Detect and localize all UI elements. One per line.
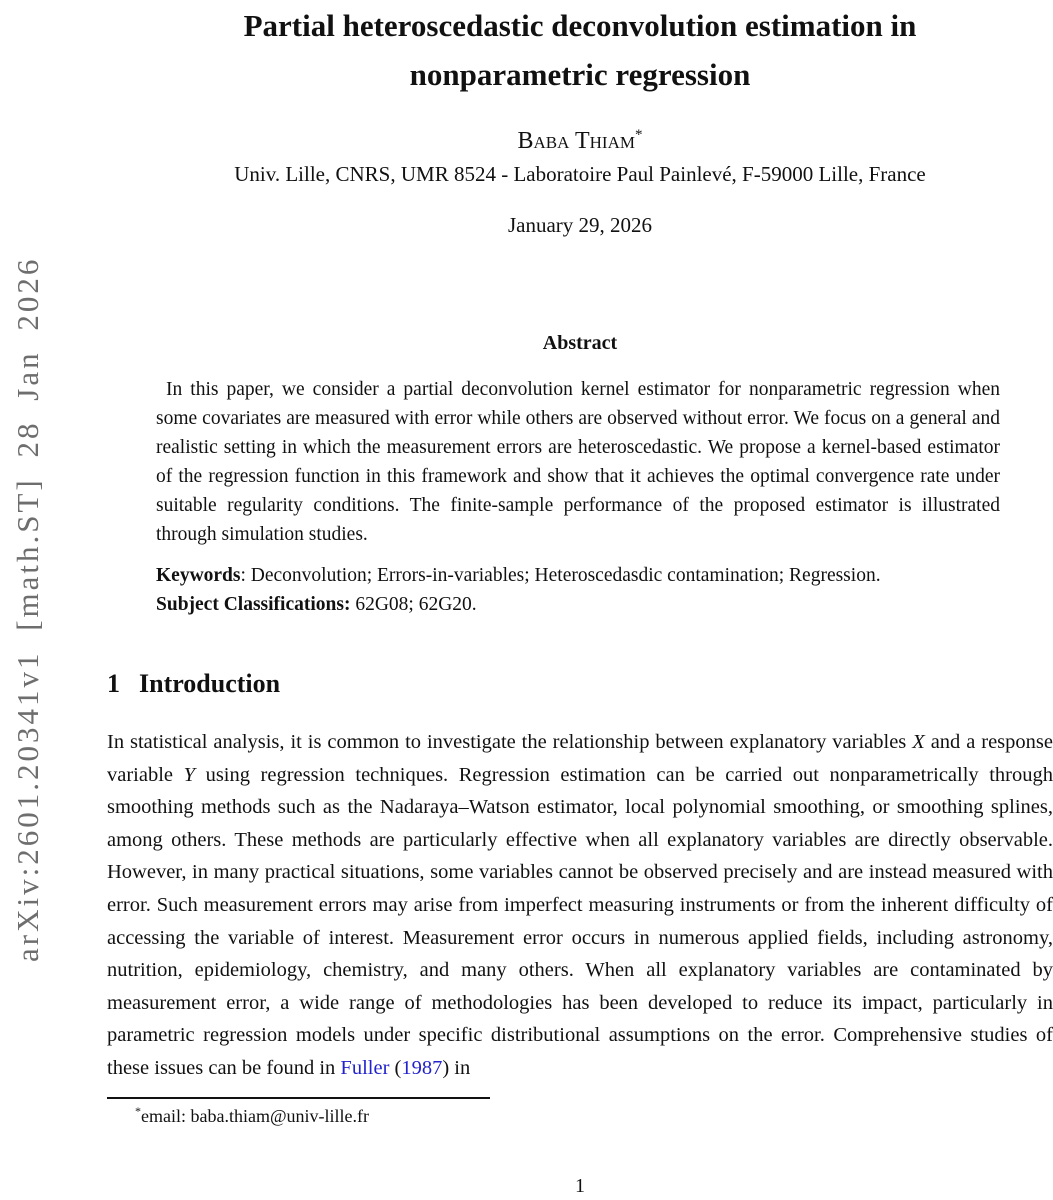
subject-text: 62G08; 62G20. [350,594,477,615]
paper-date: January 29, 2026 [507,213,653,237]
section-title: Introduction [139,669,281,698]
abstract-heading: Abstract [542,332,618,354]
paper-content [107,0,1053,1085]
paper-title-line2: nonparametric regression [409,57,751,92]
introduction-paragraph [107,726,1053,1085]
citation-link[interactable]: 1987 [401,1056,443,1079]
citation-link[interactable]: Fuller [340,1056,390,1079]
arxiv-watermark: arXiv:2601.20341v1 [math.ST] 28 Jan 2026 [10,256,45,962]
affiliation: Univ. Lille, CNRS, UMR 8524 - Laboratoire Paul Painlevé, F-59000 Lille, France [234,162,926,186]
subject-label: Subject Classifications: [156,594,351,615]
text-run: In statistical analysis, it is common to investigate the relationship between explanatory variables [107,731,913,753]
keywords-label: Keywords [156,565,241,586]
author-name: Baba Thiam [517,128,635,154]
paper-title-line1: Partial heteroscedastic deconvolution estimation in [243,8,917,43]
footnote-email [107,1104,1053,1127]
footnote-rule [107,1097,490,1099]
text-run: ) in [442,1056,471,1079]
author-footnote-mark: * [634,127,643,143]
page-number: 1 [575,1175,585,1197]
paper-title [107,0,1053,99]
abstract-body [156,375,1000,549]
math-variable: Y [183,763,195,786]
footnote-area [107,1097,1053,1127]
author-line [107,127,1053,155]
text-run: using regression techniques. Regression estimation can be carried out nonparametrically through smoothing methods such as the Nadaraya–Watson estimator, local polynomial smoothing, or smoothing splines, among others. These methods are particularly effective when all explanatory variables are directly observable. However, in many practical situations, some variables cannot be observed precisely and are instead measured with error. Such measurement errors may arise from imperfect measuring instruments or from the inherent difficulty of accessing the variable of interest. Measurement error occurs in numerous applied fields, including astronomy, nutrition, epidemiology, chemistry, and many others. When all explanatory variables are contaminated by measurement error, a wide range of methodologies has been developed to reduce its impact, particularly in parametric regression models under specific distributional assumptions on the error. Comprehensive studies of these issues can be found in [107,763,1053,1079]
abstract-text: In this paper, we consider a partial deconvolution kernel estimator for nonparametric regression when some covariates are measured with error while others are observed without error. We focus on a general and realistic setting in which the measurement errors are heteroscedastic. We propose a kernel-based estimator of the regression function in this framework and show that it achieves the optimal convergence rate under suitable regularity conditions. The finite-sample performance of the proposed estimator is illustrated through simulation studies. [156,379,1000,545]
keywords-line [156,561,1000,590]
section-number: 1 [107,669,120,698]
text-run: ( [389,1056,402,1079]
section-heading-introduction [107,669,1053,699]
footnote-text: email: baba.thiam@univ-lille.fr [141,1106,370,1126]
math-variable: X [912,731,925,753]
subject-line [156,590,1000,619]
keywords-block [156,561,1000,619]
text-run: and a response variable [107,731,1053,786]
footnote-mark: * [135,1104,141,1118]
keywords-text: : Deconvolution; Errors-in-variables; Heteroscedasdic contamination; Regression. [240,565,881,586]
